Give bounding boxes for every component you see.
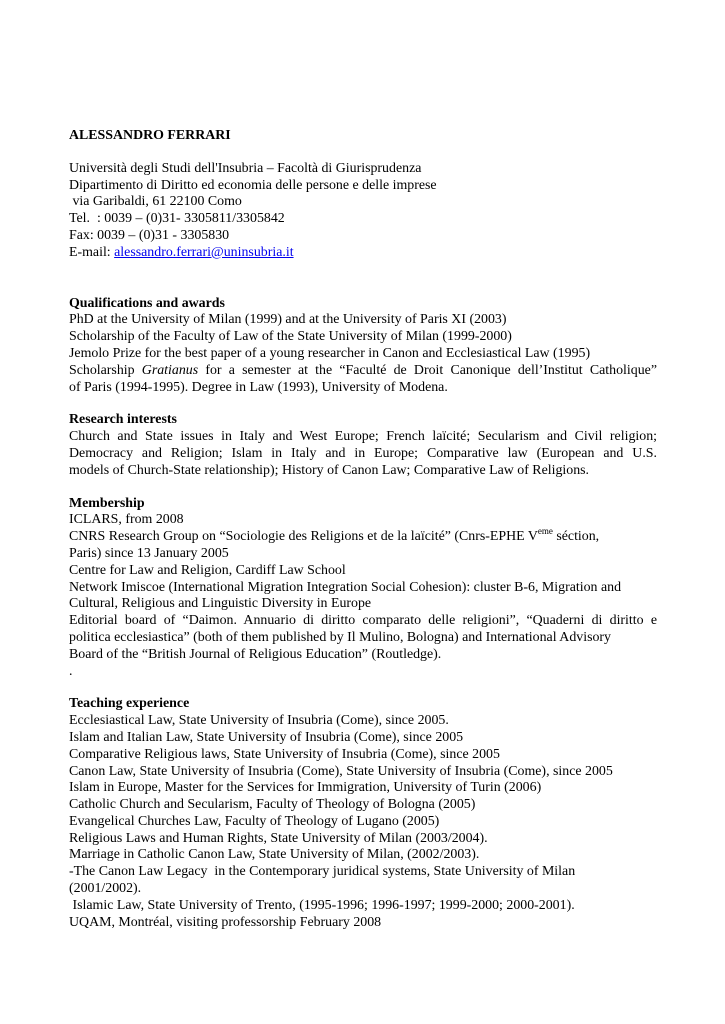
teaching-item [69, 864, 657, 881]
membership-section [69, 496, 657, 681]
research-line: Church and State issues in Italy and West Europe; French laïcité; Secularism and Civil religion; [69, 429, 657, 445]
research-line: Democracy and Religion; Islam in Italy and in Europe; Comparative law (European and U.S. [69, 445, 657, 461]
gratianus-prefix: Scholarship [69, 362, 142, 378]
teaching-section [69, 696, 657, 931]
research-line: models of Church-State relationship); History of Canon Law; Comparative Law of Religions. [69, 462, 590, 478]
membership-item: Cultural, Religious and Linguistic Diversity in Europe [69, 596, 372, 612]
membership-item: politica ecclesiastica” (both of them published by Il Mulino, Bologna) and International Advisory [69, 629, 611, 645]
canon-legacy-text-end: State University of Milan [430, 864, 576, 880]
teaching-item: Islamic Law, State University of Trento, (1995-1996; 1996-1997; 1999-2000; 2000-2001). [69, 897, 575, 913]
canon-legacy-comma: , [426, 864, 431, 880]
address-line: Università degli Studi dell'Insubria – Facoltà di Giurisprudenza [69, 160, 422, 176]
fax-line: Fax: 0039 – (0)31 - 3305830 [69, 227, 230, 243]
membership-item: Editorial board of “Daimon. Annuario di diritto comparato delle religioni”, “Quaderni di diritto e [69, 613, 657, 629]
address-block [69, 161, 657, 262]
gratianus-title: Gratianus [141, 362, 199, 378]
qualifications-heading: Qualifications and awards [69, 295, 225, 311]
email-line [69, 245, 657, 262]
teaching-item: Comparative Religious laws, State University of Insubria (Come), since 2005 [69, 746, 500, 762]
membership-item: Paris) since 13 January 2005 [69, 545, 229, 561]
membership-item: Network Imiscoe (International Migration Integration Social Cohesion): cluster B-6, Migration and [69, 579, 622, 595]
teaching-item: Islam and Italian Law, State University of Insubria (Come), since 2005 [69, 729, 464, 745]
address-line: via Garibaldi, 61 22100 Como [69, 194, 242, 210]
research-heading: Research interests [69, 412, 177, 428]
membership-heading: Membership [69, 495, 145, 511]
membership-item [69, 525, 657, 546]
teaching-item: (2001/2002). [69, 881, 142, 897]
teaching-item: UQAM, Montréal, visiting professorship February 2008 [69, 914, 382, 930]
gratianus-suffix: for a semester at the “Faculté de Droit Canonique dell’Institut Catholique” [198, 362, 657, 378]
membership-item: ICLARS, from 2008 [69, 512, 184, 528]
qualifications-section [69, 296, 657, 397]
teaching-item: Religious Laws and Human Rights, State University of Milan (2003/2004). [69, 830, 488, 846]
teaching-item: Catholic Church and Secularism, Faculty of Theology of Bologna (2005) [69, 797, 476, 813]
email-label: E-mail: [69, 244, 115, 260]
cv-page [69, 128, 657, 931]
cv-name: ALESSANDRO FERRARI [69, 128, 231, 143]
research-section [69, 412, 657, 479]
email-link[interactable]: alessandro.ferrari@uninsubria.it [114, 244, 294, 260]
cnrs-text: CNRS Research Group on “Sociologie des Religions et de la laïcité” (Cnrs-EPHE V [69, 529, 538, 545]
cnrs-text-end: séction, [552, 529, 600, 545]
qualification-item: PhD at the University of Milan (1999) and at the University of Paris XI (2003) [69, 312, 507, 328]
teaching-item: Canon Law, State University of Insubria (Come), State University of Insubria (Come), since 2005 [69, 763, 613, 779]
stray-dot: . [69, 663, 73, 679]
canon-legacy-text: -The Canon Law Legacy in the Contemporary juridical systems [69, 864, 427, 880]
membership-item: Centre for Law and Religion, Cardiff Law School [69, 562, 346, 578]
qualification-item: Jemolo Prize for the best paper of a young researcher in Canon and Ecclesiastical Law (1995) [69, 345, 591, 361]
qualification-item: Scholarship of the Faculty of Law of the State University of Milan (1999-2000) [69, 329, 512, 345]
qualification-item: of Paris (1994-1995). Degree in Law (1993), University of Modena. [69, 379, 448, 395]
phone-line: Tel. : 0039 – (0)31- 3305811/3305842 [69, 211, 285, 227]
cnrs-superscript: eme [537, 525, 553, 536]
teaching-item: Marriage in Catholic Canon Law, State University of Milan, (2002/2003). [69, 847, 480, 863]
teaching-item: Islam in Europe, Master for the Services for Immigration, University of Turin (2006) [69, 780, 542, 796]
teaching-item: Ecclesiastical Law, State University of Insubria (Come), since 2005. [69, 713, 449, 729]
teaching-heading: Teaching experience [69, 696, 190, 712]
teaching-item: Evangelical Churches Law, Faculty of Theology of Lugano (2005) [69, 813, 440, 829]
qualification-item [69, 363, 657, 380]
membership-item: Board of the “British Journal of Religious Education” (Routledge). [69, 646, 442, 662]
address-line: Dipartimento di Diritto ed economia delle persone e delle imprese [69, 177, 437, 193]
